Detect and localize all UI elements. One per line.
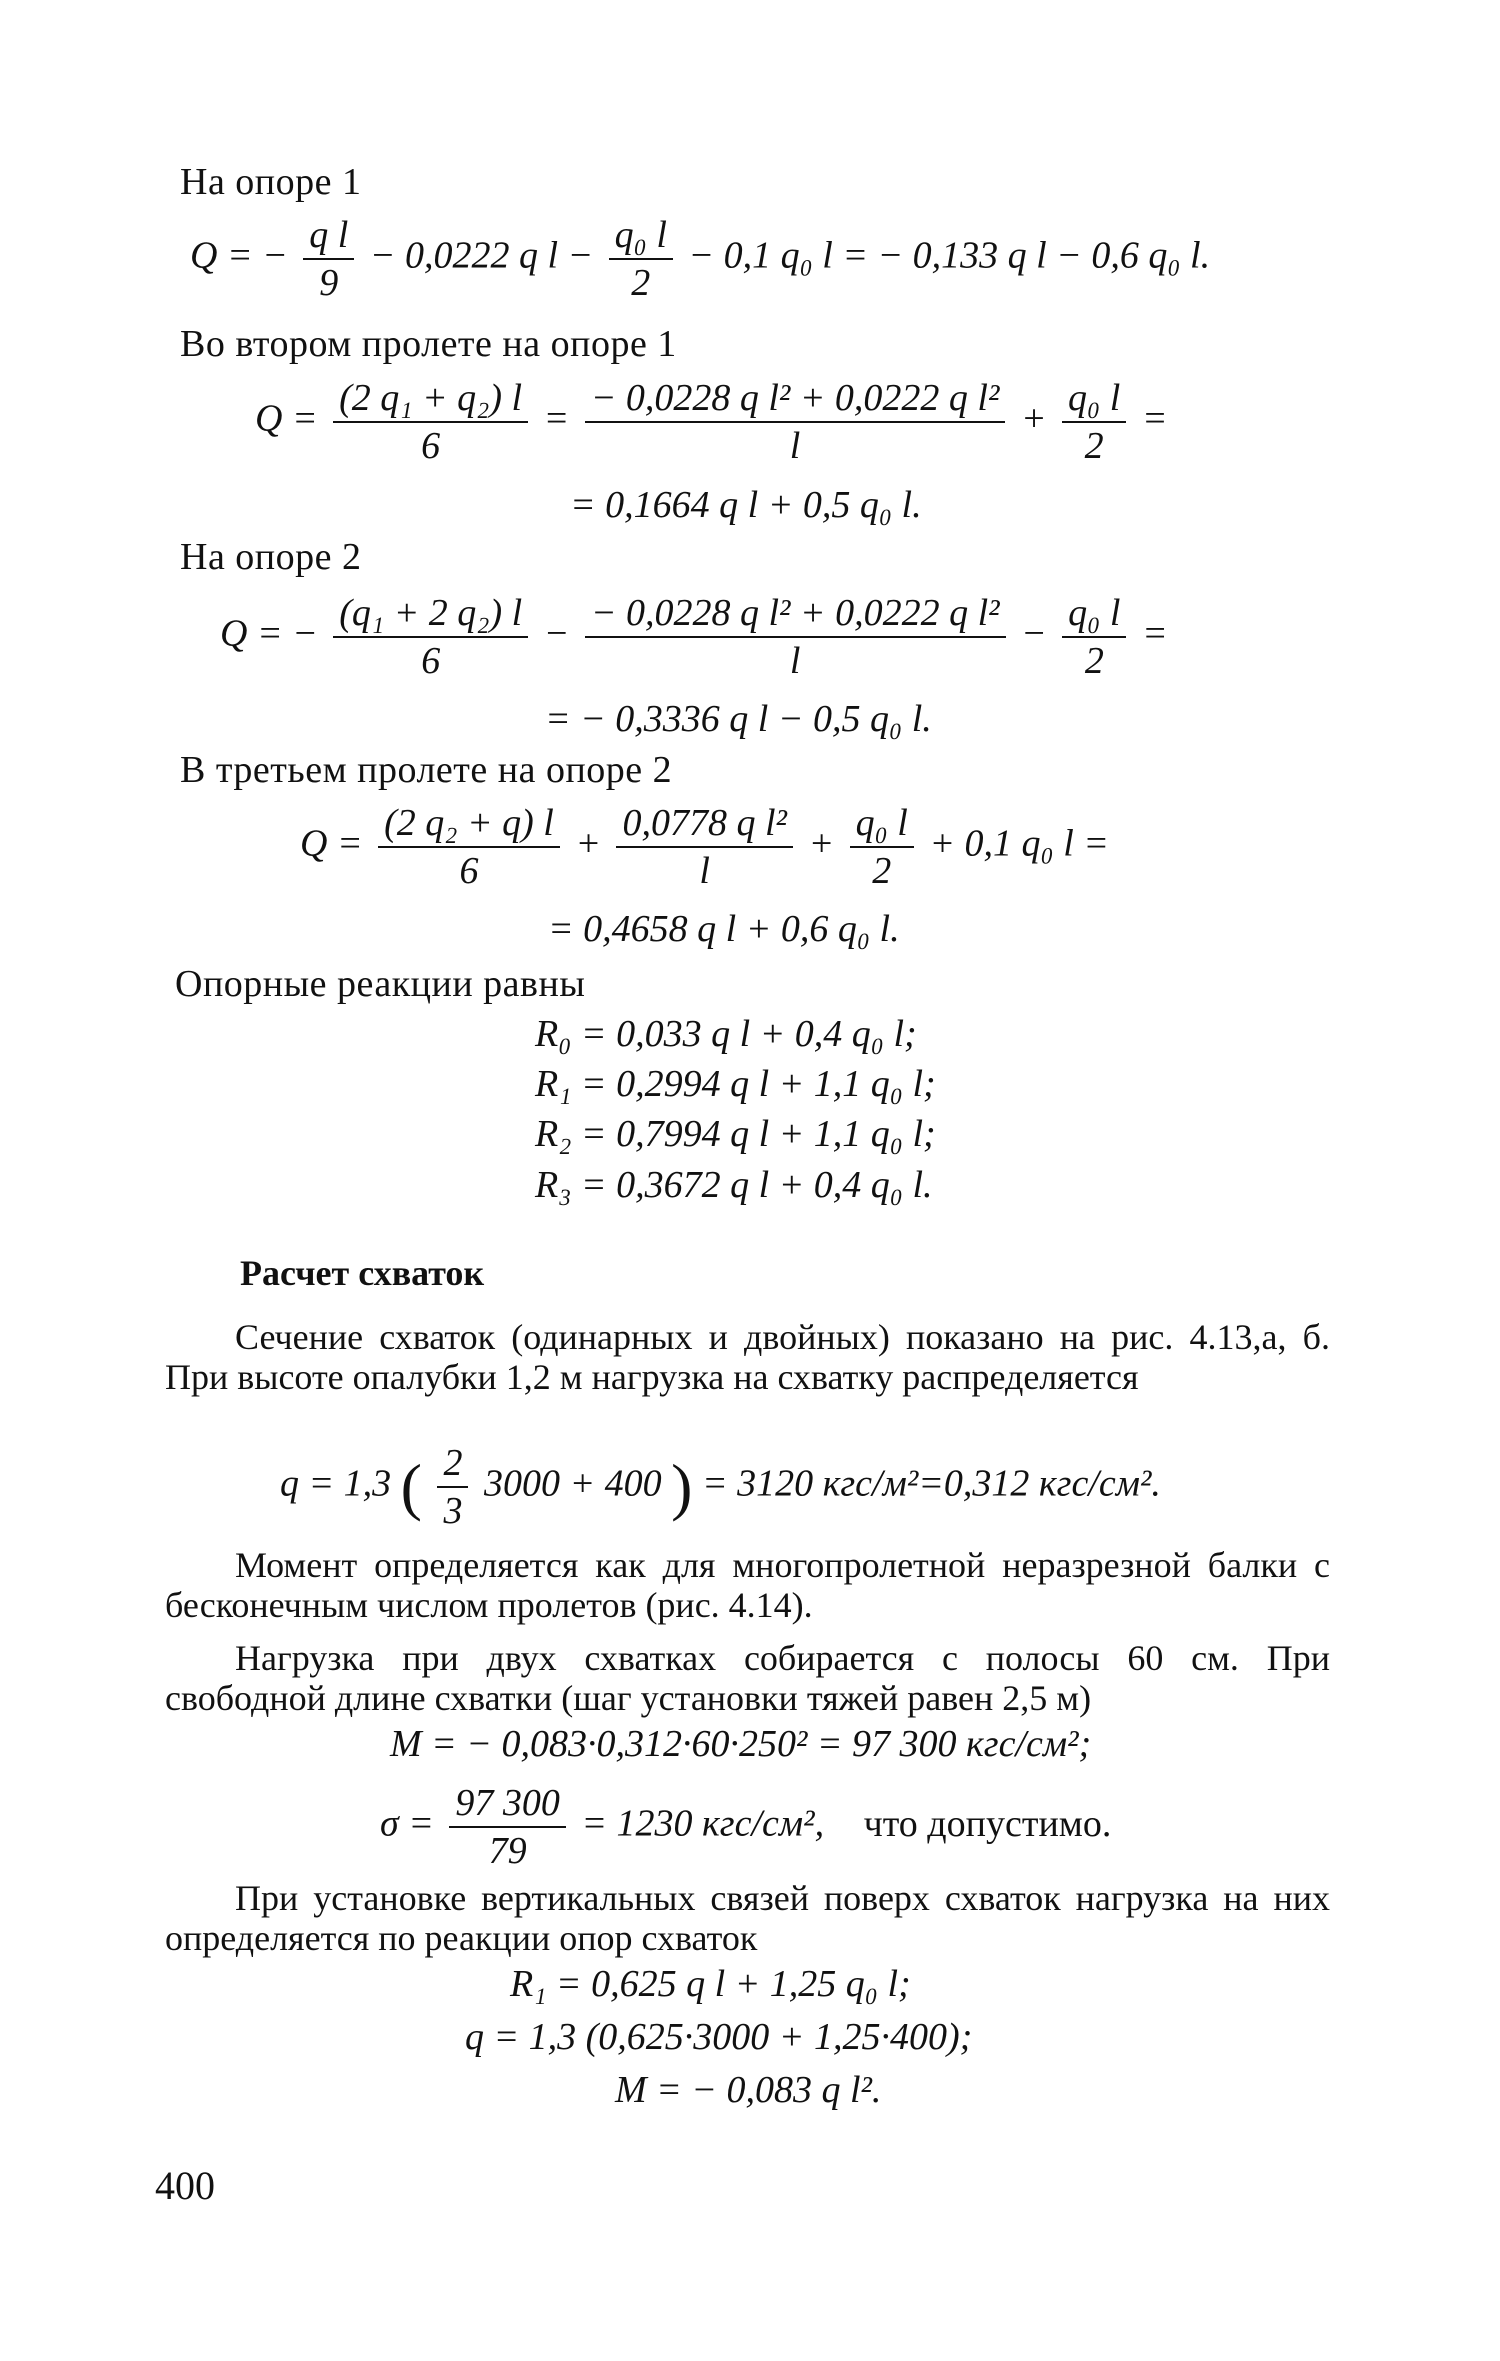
denominator: 6 (459, 850, 479, 892)
text-line: На опоре 1 (180, 161, 362, 203)
denominator: 79 (488, 1830, 527, 1872)
numerator: q₀ l (609, 212, 673, 260)
equation (220, 590, 1168, 684)
numerator: q₀ l (1062, 375, 1126, 423)
text-line: Во втором пролете на опоре 1 (180, 323, 677, 365)
denominator: 2 (1084, 425, 1104, 467)
fraction (333, 590, 528, 684)
eq-part: + (808, 822, 835, 865)
equation: = 0,1664 q l + 0,5 q₀ l. (570, 484, 922, 526)
fraction (437, 1440, 468, 1534)
eq-part: 3000 + 400 (483, 1462, 662, 1505)
paragraph: Сечение схваток (одинарных и двойных) показано на рис. 4.13,а, б. При высоте опалубки 1,2 м нагрузка на схватку распределяется (165, 1317, 1330, 1397)
fraction (616, 800, 792, 894)
fraction (585, 375, 1006, 469)
denominator: 3 (443, 1490, 463, 1532)
paragraph: При установке вертикальных связей поверх схваток нагрузка на них определяется по реакции опор схваток (165, 1878, 1330, 1958)
fraction (378, 800, 560, 894)
denominator: 9 (319, 262, 339, 304)
eq-part: − (543, 612, 570, 655)
equation (255, 375, 1167, 469)
denominator: l (789, 640, 801, 682)
fraction (850, 800, 914, 894)
fraction (449, 1780, 566, 1874)
fraction (609, 212, 673, 306)
page-number: 400 (155, 2163, 215, 2208)
eq-part: + (1020, 397, 1047, 440)
eq-part: = 3120 кгс/м²=0,312 кгс/см². (701, 1462, 1161, 1505)
text-line: Опорные реакции равны (175, 963, 586, 1005)
paragraph: Нагрузка при двух схватках собирается с полосы 60 см. При свободной длине схватки (шаг установки тяжей равен 2,5 м) (165, 1638, 1330, 1718)
reaction-r3: R₃ = 0,3672 q l + 0,4 q₀ l. (535, 1164, 933, 1206)
section-heading: Расчет схваток (240, 1253, 485, 1293)
eq-part: + (575, 822, 601, 865)
reaction-r0: R₀ = 0,033 q l + 0,4 q₀ l; (535, 1013, 917, 1055)
eq-part: − 0,1 q₀ l = − 0,133 q l − 0,6 q₀ l. (688, 234, 1211, 277)
equation: q = 1,3 (0,625·3000 + 1,25·400); (465, 2016, 973, 2058)
reaction-r2: R₂ = 0,7994 q l + 1,1 q₀ l; (535, 1113, 936, 1155)
equation (190, 212, 1210, 306)
eq-part: = (1141, 397, 1168, 440)
numerator: (2 q₂ + q) l (378, 800, 560, 848)
equation: M = − 0,083 q l². (615, 2069, 882, 2111)
eq-part: − (1021, 612, 1047, 655)
equation (380, 1780, 1111, 1874)
equation: M = − 0,083·0,312·60·250² = 97 300 кгс/см²; (390, 1723, 1092, 1765)
equation: R₁ = 0,625 q l + 1,25 q₀ l; (510, 1963, 911, 2005)
equation: = − 0,3336 q l − 0,5 q₀ l. (545, 698, 932, 740)
numerator: q l (303, 212, 354, 260)
numerator: − 0,0228 q l² + 0,0222 q l² (585, 375, 1006, 423)
reaction-r1: R₁ = 0,2994 q l + 1,1 q₀ l; (535, 1063, 936, 1105)
denominator: l (789, 425, 801, 467)
denominator: l (699, 850, 710, 892)
numerator: (2 q₁ + q₂) l (333, 375, 528, 423)
left-paren: ( (400, 1451, 422, 1522)
eq-part: + 0,1 q₀ l = (929, 822, 1109, 865)
eq-part: σ = (380, 1802, 434, 1845)
eq-part: = (1141, 612, 1168, 655)
eq-part: q = 1,3 (280, 1462, 392, 1505)
eq-part: что допустимо. (863, 1802, 1112, 1845)
eq-part: − 0,0222 q l − (369, 234, 594, 277)
text-line: В третьем пролете на опоре 2 (180, 749, 673, 791)
eq-part: Q = − (190, 234, 288, 277)
right-paren: ) (671, 1451, 693, 1522)
eq-part: Q = − (220, 612, 318, 655)
numerator: − 0,0228 q l² + 0,0222 q l² (585, 590, 1006, 638)
eq-part: = 1230 кгс/см², (581, 1802, 825, 1845)
denominator: 6 (421, 640, 441, 682)
numerator: 0,0778 q l² (616, 800, 792, 848)
numerator: q₀ l (1062, 590, 1126, 638)
denominator: 6 (421, 425, 441, 467)
fraction (585, 590, 1006, 684)
eq-part: Q = (255, 397, 318, 440)
equation (300, 800, 1109, 894)
equation: = 0,4658 q l + 0,6 q₀ l. (548, 908, 900, 950)
fraction (1062, 590, 1126, 684)
fraction (333, 375, 528, 469)
denominator: 2 (872, 850, 892, 892)
eq-part: = (543, 397, 570, 440)
equation (280, 1440, 1161, 1534)
numerator: 97 300 (449, 1780, 566, 1828)
denominator: 2 (1084, 640, 1104, 682)
numerator: 2 (437, 1440, 468, 1488)
text-line: На опоре 2 (180, 536, 362, 578)
fraction (303, 212, 354, 306)
fraction (1062, 375, 1126, 469)
numerator: (q₁ + 2 q₂) l (333, 590, 528, 638)
numerator: q₀ l (850, 800, 914, 848)
eq-part: Q = (300, 822, 363, 865)
paragraph: Момент определяется как для многопролетной неразрезной балки с бесконечным числом пролетов (рис. 4.14). (165, 1545, 1330, 1625)
denominator: 2 (631, 262, 651, 304)
